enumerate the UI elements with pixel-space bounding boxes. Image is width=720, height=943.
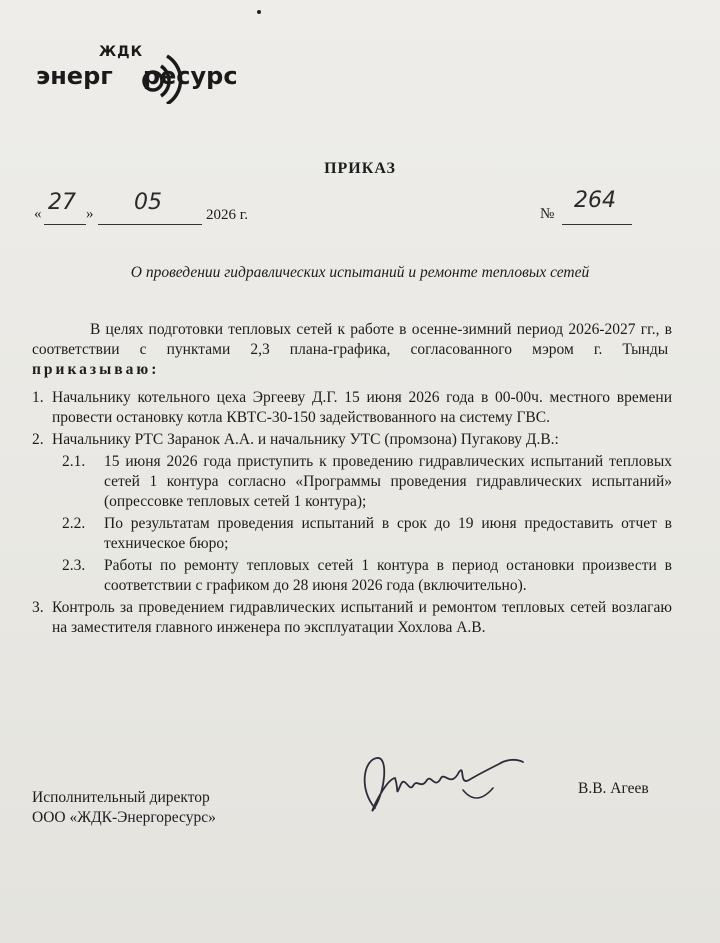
handwritten-signature — [355, 750, 525, 820]
preamble-text: В целях подготовки тепловых сетей к работе в осенне-зимний период 2026-2027 гг., в соответствии с пунктами 2,3 плана-графика, согласованного мэром г. Тынды — [32, 321, 672, 358]
item-text: Контроль за проведением гидравлических испытаний и ремонтом тепловых сетей возлагаю на заместителя главного инженера по эксплуатации Хохлова А.В. — [52, 599, 672, 636]
sub-list-item — [32, 556, 672, 596]
order-subject: О проведении гидравлических испытаний и ремонте тепловых сетей — [130, 264, 590, 281]
number-value: 264 — [574, 188, 616, 213]
order-number — [540, 188, 640, 228]
subitem-text: 15 июня 2026 года приступить к проведению гидравлических испытаний тепловых сетей 1 контура согласно «Программы проведения гидравлических испытаний» (опрессовке тепловых сетей 1 контура); — [104, 453, 672, 510]
subitem-number: 2.1. — [62, 453, 86, 470]
item-number: 2. — [32, 431, 44, 448]
date-year: 2026 г. — [206, 207, 248, 223]
logo-right-text: ресурс — [142, 62, 238, 90]
number-label: № — [540, 206, 555, 222]
sub-list-item — [32, 514, 672, 554]
logo-wave-icon — [131, 48, 201, 104]
signatory-role — [32, 788, 216, 828]
subitem-number: 2.2. — [62, 515, 86, 532]
subitem-number: 2.3. — [62, 557, 86, 574]
date-day: 27 — [48, 190, 76, 215]
document-title: ПРИКАЗ — [324, 160, 396, 177]
subitem-text: По результатам проведения испытаний в срок до 19 июня предоставить отчет в техническое бюро; — [104, 515, 672, 552]
date-close-quote: » — [86, 206, 94, 222]
sub-list-item — [32, 452, 672, 512]
company-logo — [36, 44, 276, 104]
logo-small-text: ЖДК — [99, 44, 144, 60]
number-underline — [562, 224, 632, 225]
item-text: Начальнику котельного цеха Эргееву Д.Г. 15 июня 2026 года в 00-00ч. местного времени провести остановку котла КВТС-30-150 задействованного на систему ГВС. — [52, 389, 672, 426]
signatory-name: В.В. Агеев — [578, 780, 649, 797]
month-underline — [98, 224, 202, 225]
order-date — [34, 188, 284, 228]
speck — [257, 10, 261, 14]
item-text: Начальнику РТС Заранок А.А. и начальнику УТС (промзона) Пугакову Д.В.: — [52, 431, 559, 448]
item-number: 1. — [32, 389, 44, 406]
day-underline — [44, 224, 86, 225]
date-open-quote: « — [34, 206, 42, 222]
list-item — [32, 598, 672, 638]
order-word: приказываю: — [32, 361, 160, 378]
list-item — [32, 388, 672, 428]
role-line-2: ООО «ЖДК-Энергоресурс» — [32, 809, 216, 826]
subitem-text: Работы по ремонту тепловых сетей 1 контура в период остановки произвести в соответствии с графиком до 28 июня 2026 года (включительно). — [104, 557, 672, 594]
order-body — [32, 320, 672, 640]
item-number: 3. — [32, 599, 44, 616]
role-line-1: Исполнительный директор — [32, 789, 210, 806]
logo-left-text: энерг — [36, 62, 113, 90]
list-item — [32, 430, 672, 450]
preamble — [32, 320, 672, 380]
date-month: 05 — [134, 190, 162, 215]
